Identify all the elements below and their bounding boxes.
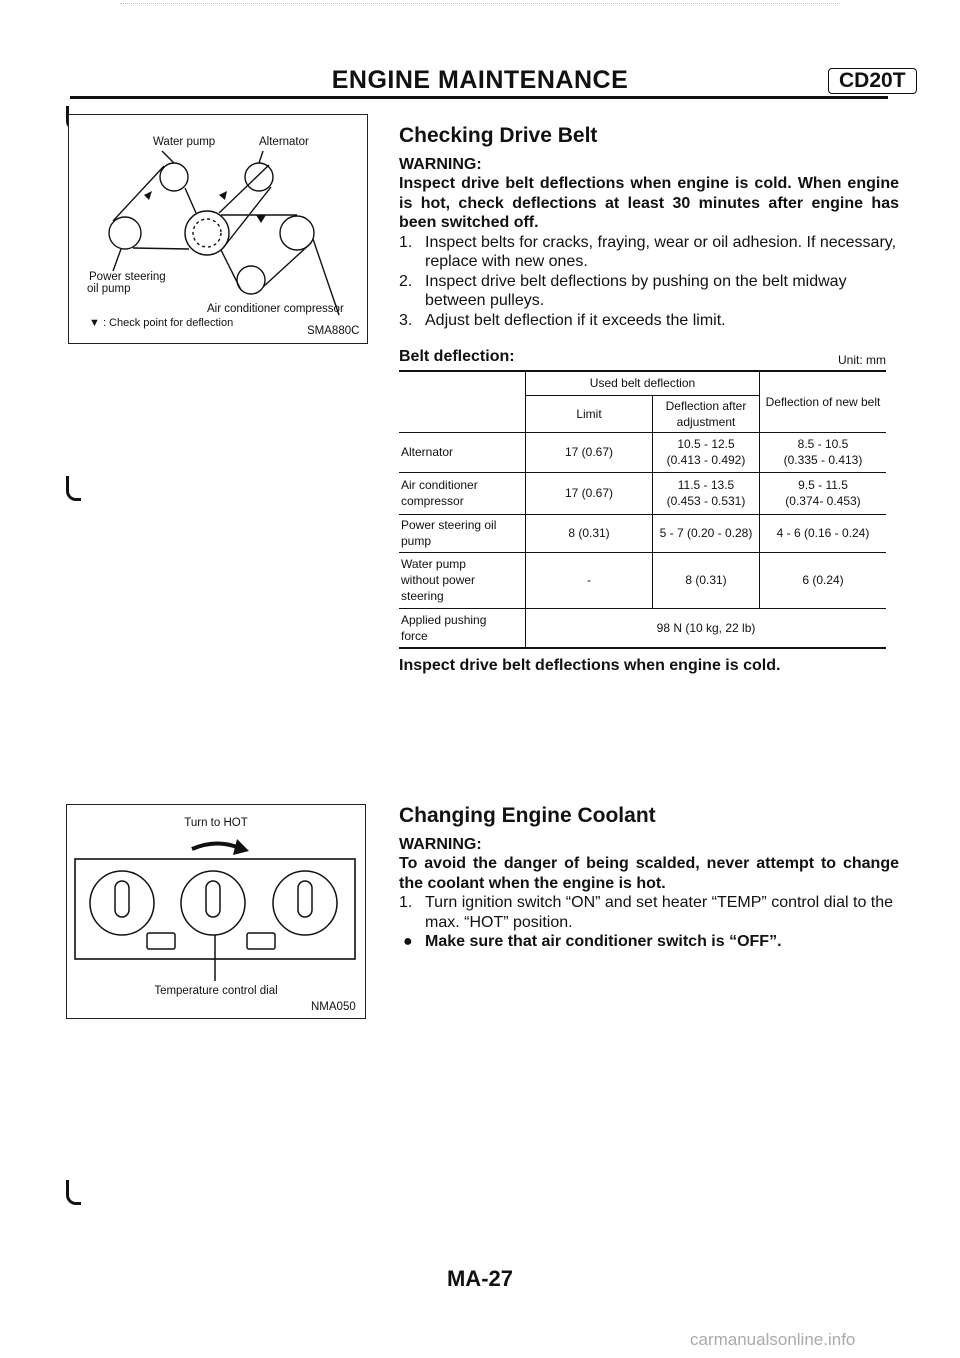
crank-pulley (185, 211, 229, 255)
label-oil-pump: oil pump (87, 283, 131, 295)
label-ac-compressor: Air conditioner compressor (207, 303, 344, 315)
step-item: 2. Inspect drive belt deflections by pushing on the belt midway between pulleys. (399, 272, 847, 309)
mode-dial-knob (298, 881, 312, 917)
section-title: Changing Engine Coolant (399, 804, 656, 827)
figure-code: NMA050 (311, 1001, 356, 1013)
margin-mark (66, 1180, 81, 1205)
table-row: Air conditioner compressor 17 (0.67) 11.5 - 13.5 (0.453 - 0.531) 9.5 - 11.5 (0.374- 0.453) (399, 472, 886, 514)
label-power-steering: Power steering (89, 271, 166, 283)
table-row: Power steering oil pump 8 (0.31) 5 - 7 (0.20 - 0.28) 4 - 6 (0.16 - 0.24) (399, 514, 886, 552)
label-turn-to-hot: Turn to HOT (184, 817, 248, 829)
table-row-force: Applied pushing force 98 N (10 kg, 22 lb) (399, 608, 886, 648)
table-caption: Belt deflection: (399, 348, 515, 365)
temperature-dial-knob (206, 881, 220, 917)
check-point-marker (219, 191, 227, 200)
header-new-deflection: Deflection of new belt (760, 371, 887, 432)
checking-drive-belt-section (399, 124, 899, 330)
header-used-deflection: Used belt deflection (526, 371, 760, 395)
top-scan-line (120, 3, 840, 5)
table-unit: Unit: mm (838, 353, 886, 367)
label-temperature-dial: Temperature control dial (154, 985, 278, 997)
check-point-marker (144, 191, 152, 200)
check-point-marker (256, 215, 266, 223)
belt-deflection-table (399, 370, 886, 649)
table-row: Water pump without power steering - 8 (0.31) 6 (0.24) (399, 552, 886, 608)
ac-button (247, 933, 275, 949)
header-rule (70, 96, 888, 99)
step-item: 1. Turn ignition switch “ON” and set heater “TEMP” control dial to the max. “HOT” position. (399, 894, 894, 931)
step-list (399, 233, 899, 331)
warning-label: WARNING: (399, 156, 482, 173)
step-item: 3. Adjust belt deflection if it exceeds the limit. (399, 311, 726, 329)
alternator-pulley (245, 163, 273, 191)
step-item: 1. Inspect belts for cracks, fraying, wear or oil adhesion. If necessary, replace with new ones. (399, 233, 897, 270)
check-point-note: ▼ : Check point for deflection (89, 317, 234, 329)
power-steering-pulley (109, 217, 141, 249)
label-water-pump: Water pump (153, 136, 216, 148)
table-row: Alternator 17 (0.67) 10.5 - 12.5 (0.413 - 0.492) 8.5 - 10.5 (0.335 - 0.413) (399, 432, 886, 472)
section-title: Checking Drive Belt (399, 124, 598, 147)
table-footnote: Inspect drive belt deflections when engine is cold. (399, 657, 781, 674)
crank-pulley-inner (193, 219, 221, 247)
changing-coolant-section (399, 804, 899, 952)
recirc-button (147, 933, 175, 949)
fan-dial-knob (115, 881, 129, 917)
page-title: ENGINE MAINTENANCE (331, 66, 629, 94)
bullet-item: ● Make sure that air conditioner switch is “OFF”. (403, 933, 782, 950)
watermark: carmanualsonline.info (690, 1330, 856, 1349)
engine-model-badge: CD20T (828, 68, 917, 94)
heater-control-figure (66, 804, 366, 1019)
turn-arrow-head (233, 839, 249, 855)
page-number: MA-27 (446, 1266, 513, 1291)
water-pump-pulley (160, 163, 188, 191)
figure-code: SMA880C (307, 325, 360, 337)
header-limit: Limit (526, 395, 653, 432)
warning-text: Inspect drive belt deflections when engine is cold. When engine is hot, check deflections at least 30 minutes after engine has been switched off. (399, 175, 899, 231)
margin-mark (66, 476, 81, 501)
belt-layout-figure (68, 114, 368, 344)
warning-label: WARNING: (399, 836, 482, 853)
turn-arrow (192, 843, 237, 849)
header-after-adjustment: Deflection after adjustment (653, 395, 760, 432)
label-alternator: Alternator (259, 136, 309, 148)
belt-deflection-table-block (399, 348, 886, 675)
warning-text: To avoid the danger of being scalded, never attempt to change the coolant when the engine is hot. (399, 855, 899, 892)
